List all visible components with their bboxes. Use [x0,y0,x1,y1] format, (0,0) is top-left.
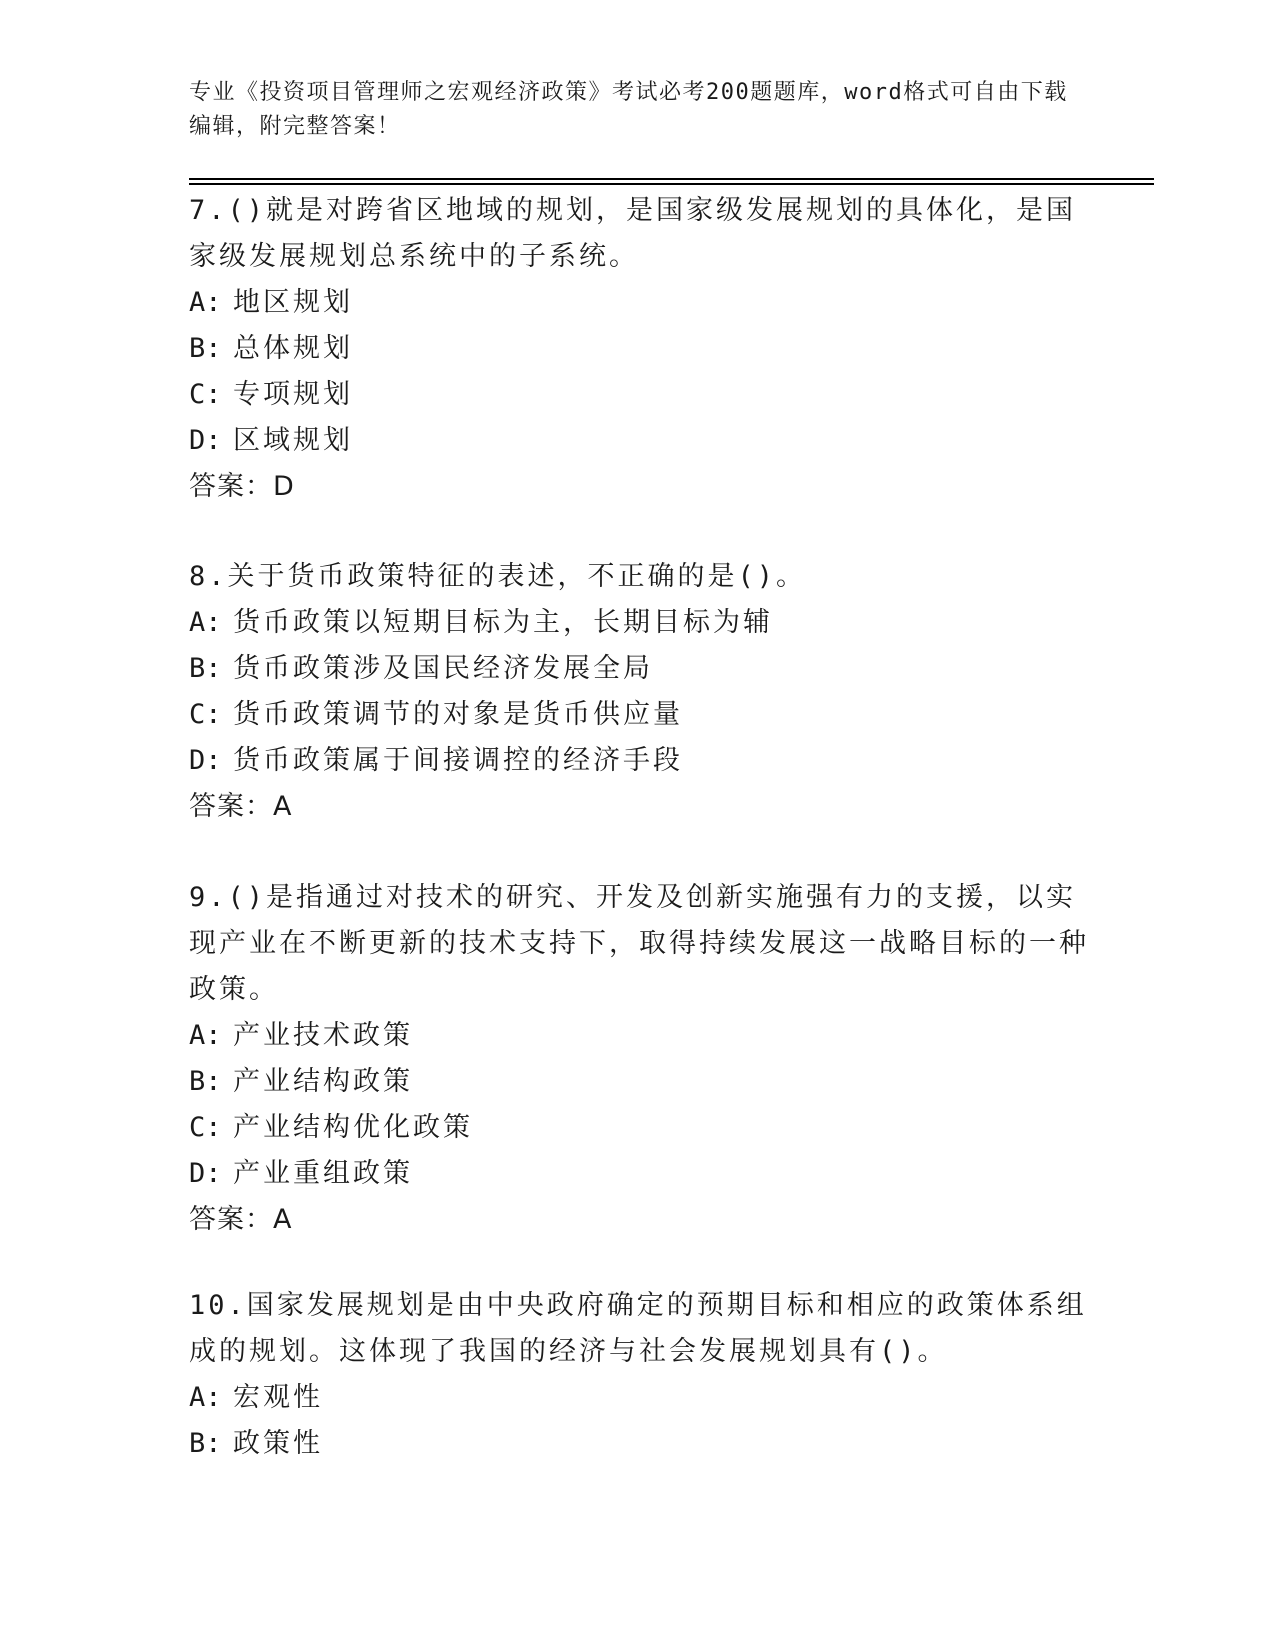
option-text: 产业结构政策 [233,1066,413,1097]
question-stem: 8.关于货币政策特征的表述，不正确的是()。 [189,561,807,592]
option-label: A: [189,1382,222,1413]
option-text: 总体规划 [233,333,353,364]
option-text: 区域规划 [233,425,353,456]
option-b [189,646,1089,692]
option-text: 货币政策属于间接调控的经济手段 [233,745,683,776]
question-stem: 10.国家发展规划是由中央政府确定的预期目标和相应的政策体系组成的规划。这体现了我国的经济与社会发展规划具有()。 [189,1290,1087,1367]
option-a [189,280,1089,326]
option-label: D: [189,745,222,776]
option-d [189,418,1089,464]
option-text: 专项规划 [233,379,353,410]
option-b [189,326,1089,372]
option-label: C: [189,379,222,410]
option-a [189,1375,1089,1421]
question-stem: 9.()是指通过对技术的研究、开发及创新实施强有力的支援，以实现产业在不断更新的技术支持下，取得持续发展这一战略目标的一种政策。 [189,882,1089,1005]
option-text: 货币政策涉及国民经济发展全局 [233,653,653,684]
option-label: C: [189,1112,222,1143]
option-label: B: [189,333,222,364]
option-b [189,1421,1089,1467]
question-block [189,554,1089,830]
option-label: D: [189,1158,222,1189]
option-b [189,1059,1089,1105]
option-label: A: [189,1020,222,1051]
option-text: 宏观性 [233,1382,323,1413]
option-label: D: [189,425,222,456]
option-text: 地区规划 [233,287,353,318]
option-a [189,1013,1089,1059]
header-divider-top [189,178,1154,180]
question-block [189,1283,1089,1467]
document-header: 专业《投资项目管理师之宏观经济政策》考试必考200题题库，word格式可自由下载编辑，附完整答案！ [189,80,1068,139]
option-c [189,692,1089,738]
answer-line: 答案：A [189,1204,293,1235]
option-label: B: [189,653,222,684]
option-label: C: [189,699,222,730]
option-label: B: [189,1428,222,1459]
option-text: 产业技术政策 [233,1020,413,1051]
option-label: A: [189,287,222,318]
option-text: 产业重组政策 [233,1158,413,1189]
option-d [189,738,1089,784]
option-a [189,600,1089,646]
option-label: B: [189,1066,222,1097]
option-text: 货币政策以短期目标为主，长期目标为辅 [233,607,773,638]
option-d [189,1151,1089,1197]
option-text: 政策性 [233,1428,323,1459]
option-label: A: [189,607,222,638]
option-text: 产业结构优化政策 [233,1112,473,1143]
answer-line: 答案：D [189,471,295,502]
option-c [189,1105,1089,1151]
answer-line: 答案：A [189,791,293,822]
question-block [189,875,1089,1243]
option-c [189,372,1089,418]
option-text: 货币政策调节的对象是货币供应量 [233,699,683,730]
header-divider-bottom [189,183,1154,185]
question-stem: 7.()就是对跨省区地域的规划，是国家级发展规划的具体化，是国家级发展规划总系统中的子系统。 [189,195,1077,272]
question-block [189,188,1089,510]
